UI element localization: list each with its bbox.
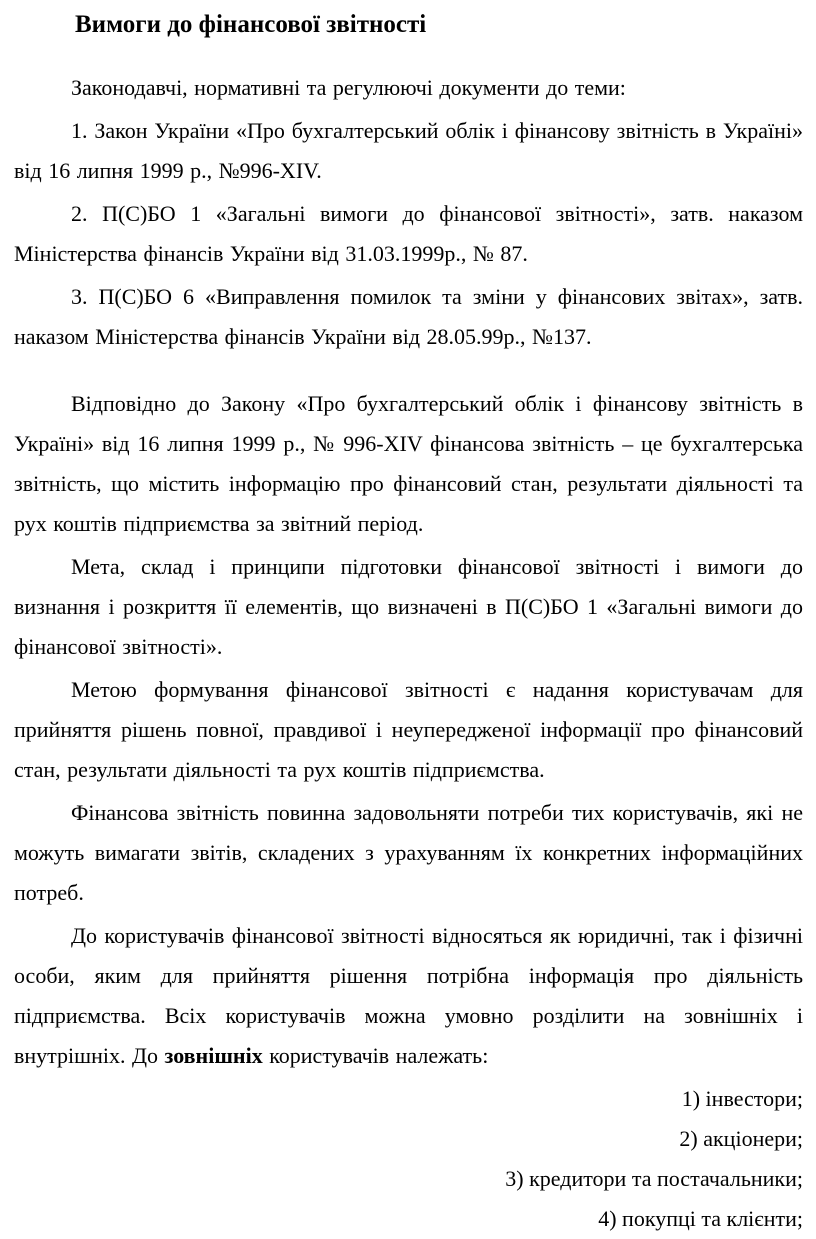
purpose-composition-paragraph: Мета, склад і принципи підготовки фінансової звітності і вимоги до визнання і розкриття її елементів, що визначені в П(С)БО 1 «Загальні вимоги до фінансової звітності». (14, 554, 803, 659)
users-paragraph-text-head: До користувачів фінансової звітності відносяться як юридичні, так і фізичні особи, яким для прийняття рішення потрібна інформація про діяльність підприємства. Всіх користувачів можна умовно розділити на зовнішніх і внутрішніх. До (14, 923, 803, 1068)
list-item-investors: 1) інвестори; (681, 1086, 803, 1111)
source-item-psbo-1: 2. П(С)БО 1 «Загальні вимоги до фінансової звітності», затв. наказом Міністерства фінансів України від 31.03.1999р., № 87. (14, 201, 803, 266)
source-item-law-996: 1. Закон України «Про бухгалтерський облік і фінансову звітність в Україні» від 16 липня 1999 р., №996-XIV. (14, 118, 803, 183)
users-classification-paragraph (14, 916, 803, 1076)
blank-line-spacer (14, 360, 803, 384)
intro-paragraph: Законодавчі, нормативні та регулюючі документи до теми: (71, 75, 626, 100)
users-paragraph-emphasis: зовнішніх (164, 1043, 263, 1068)
definition-paragraph: Відповідно до Закону «Про бухгалтерський облік і фінансову звітність в Україні» від 16 липня 1999 р., № 996-XIV фінансова звітність – це бухгалтерська звітність, що містить інформацію про фінансовий стан, результати діяльності та рух коштів підприємства за звітний період. (14, 391, 803, 536)
user-needs-paragraph: Фінансова звітність повинна задовольняти потреби тих користувачів, які не можуть вимагати звітів, складених з урахуванням їх конкретних інформаційних потреб. (14, 800, 803, 905)
list-item-shareholders: 2) акціонери; (679, 1126, 803, 1151)
page-title: Вимоги до фінансової звітності (75, 11, 427, 38)
external-users-list (14, 1079, 803, 1239)
list-item-creditors-suppliers: 3) кредитори та постачальники; (505, 1166, 803, 1191)
users-paragraph-text-tail: користувачів належать: (262, 1043, 489, 1068)
source-item-psbo-6: 3. П(С)БО 6 «Виправлення помилок та зміни у фінансових звітах», затв. наказом Міністерства фінансів України від 28.05.99р., №137. (14, 284, 803, 349)
reporting-goal-paragraph: Метою формування фінансової звітності є надання користувачам для прийняття рішень повної, правдивої і неупередженої інформації про фінансовий стан, результати діяльності та рух коштів підприємства. (14, 677, 803, 782)
list-item-buyers-clients: 4) покупці та клієнти; (598, 1206, 803, 1231)
